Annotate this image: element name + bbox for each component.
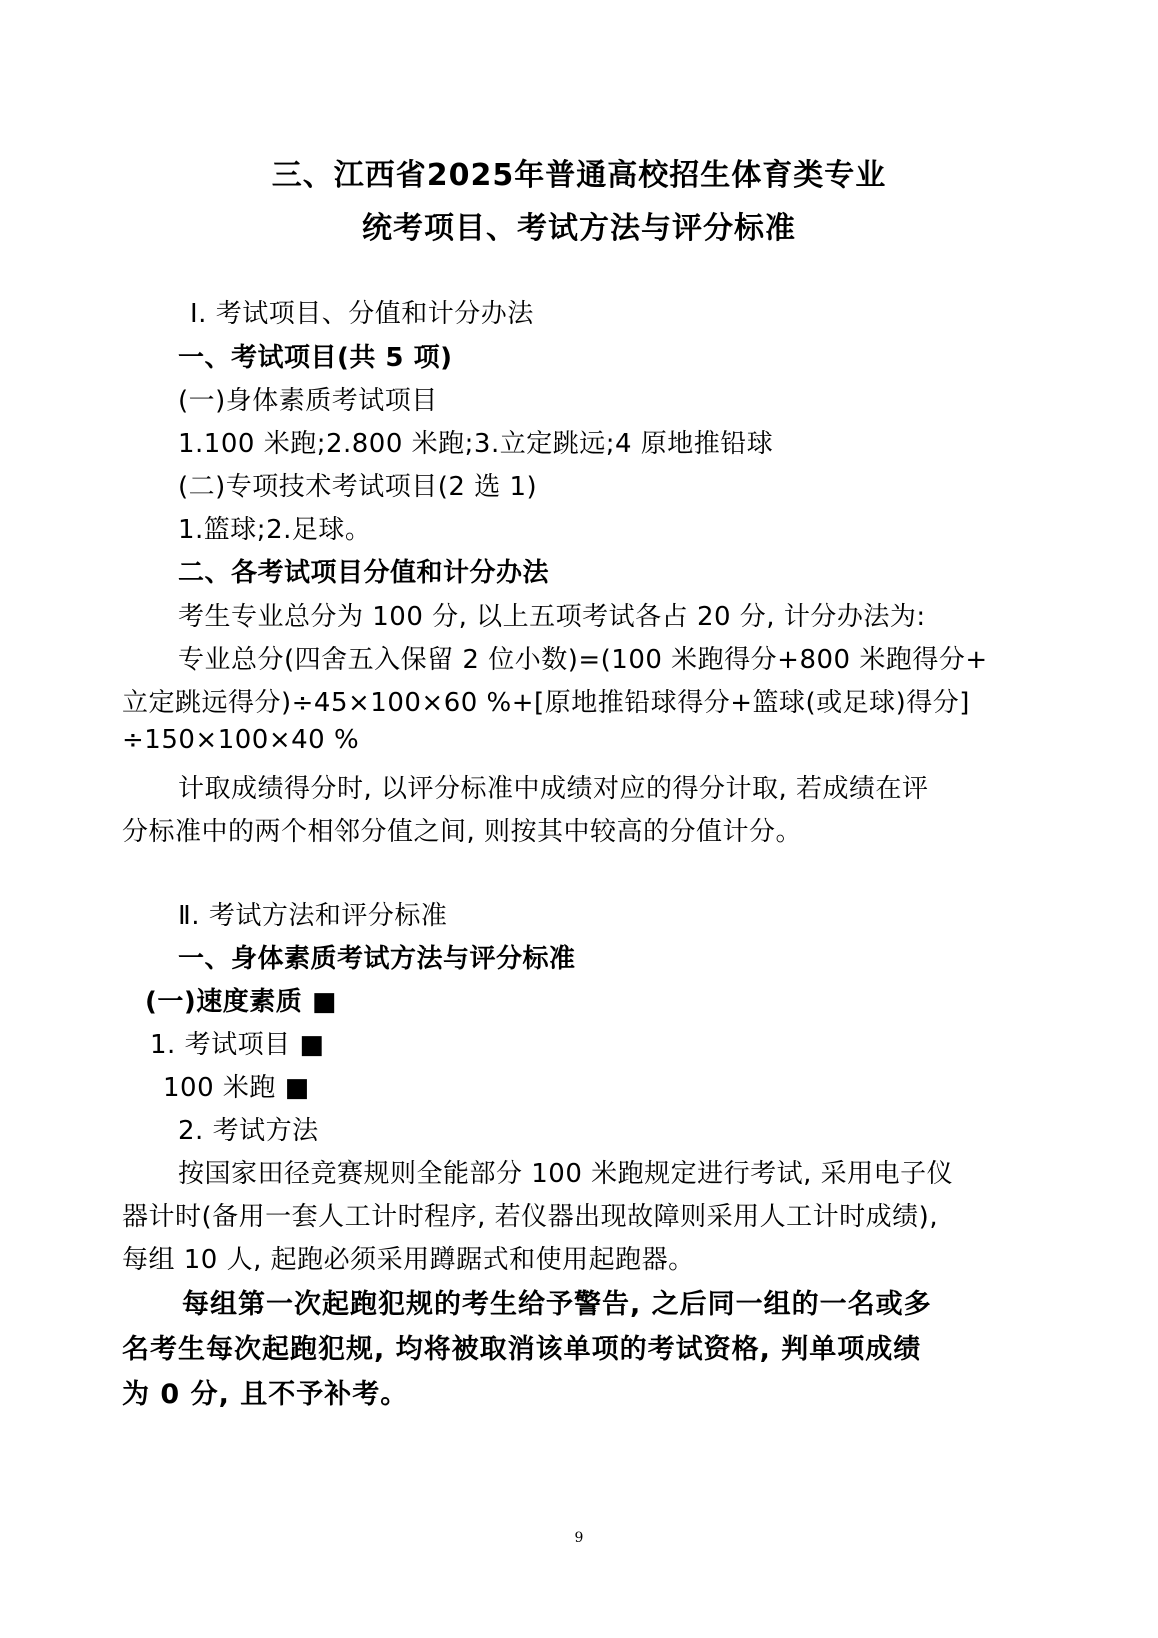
method-paragraph-line-1: 按国家田径竞赛规则全能部分 100 米跑规定进行考试, 采用电子仪 — [178, 1159, 954, 1189]
section-1-heading: Ⅰ. 考试项目、分值和计分办法 — [190, 299, 534, 329]
formula-line-1: 专业总分(四舍五入保留 2 位小数)=(100 米跑得分+800 米跑得分+ — [178, 645, 988, 675]
rounding-paragraph-line-2: 分标准中的两个相邻分值之间, 则按其中较高的分值计分。 — [122, 817, 803, 847]
exam-item-value: 100 米跑 ■ — [163, 1073, 310, 1103]
method-paragraph-line-3: 每组 10 人, 起跑必须采用蹲踞式和使用起跑器。 — [122, 1245, 695, 1275]
skill-items-heading: (二)专项技术考试项目(2 选 1) — [178, 472, 538, 502]
formula-line-2: 立定跳远得分)÷45×100×60 %+[原地推铅球得分+篮球(或足球)得分] — [122, 688, 970, 718]
exam-method-label: 2. 考试方法 — [178, 1116, 319, 1146]
page-number: 9 — [574, 1530, 584, 1546]
exam-items-heading: 一、考试项目(共 5 项) — [178, 343, 453, 373]
title-line-2: 统考项目、考试方法与评分标准 — [362, 211, 796, 246]
formula-line-3: ÷150×100×40 % — [122, 725, 360, 755]
false-start-rule-line-3: 为 0 分, 且不予补考。 — [122, 1379, 409, 1410]
false-start-rule-line-2: 名考生每次起跑犯规, 均将被取消该单项的考试资格, 判单项成绩 — [122, 1334, 922, 1365]
method-paragraph-line-2: 器计时(备用一套人工计时程序, 若仪器出现故障则采用人工计时成绩), — [122, 1202, 939, 1232]
false-start-rule-line-1: 每组第一次起跑犯规的考生给予警告, 之后同一组的一名或多 — [182, 1289, 932, 1320]
exam-item-label: 1. 考试项目 ■ — [150, 1030, 325, 1060]
physical-method-heading: 一、身体素质考试方法与评分标准 — [178, 944, 576, 974]
scoring-paragraph: 考生专业总分为 100 分, 以上五项考试各占 20 分, 计分办法为: — [178, 602, 926, 632]
speed-heading: (一)速度素质 ■ — [145, 987, 337, 1017]
rounding-paragraph-line-1: 计取成绩得分时, 以评分标准中成绩对应的得分计取, 若成绩在评 — [178, 774, 929, 804]
physical-items-list: 1.100 米跑;2.800 米跑;3.立定跳远;4 原地推铅球 — [178, 429, 774, 459]
scoring-heading: 二、各考试项目分值和计分办法 — [178, 558, 550, 588]
section-2-heading: Ⅱ. 考试方法和评分标准 — [178, 901, 448, 931]
title-line-1: 三、江西省2025年普通高校招生体育类专业 — [271, 158, 887, 193]
skill-items-list: 1.篮球;2.足球。 — [178, 515, 372, 545]
physical-items-heading: (一)身体素质考试项目 — [178, 386, 438, 416]
